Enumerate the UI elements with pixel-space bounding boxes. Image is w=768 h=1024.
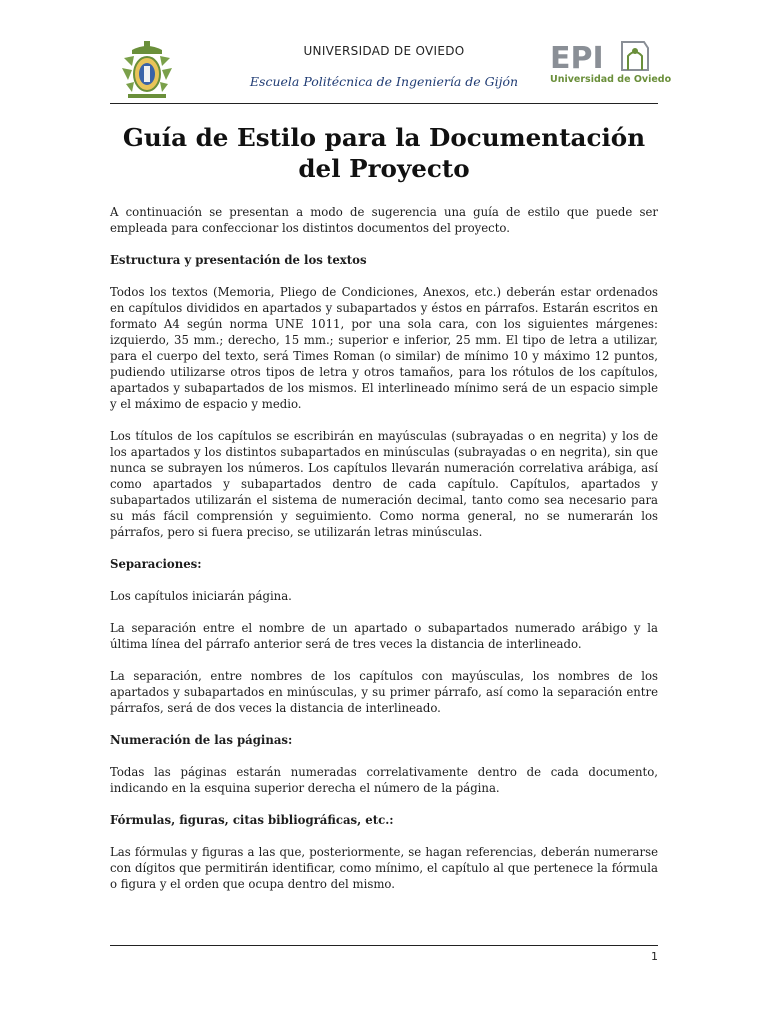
epi-logo-text: EPI xyxy=(550,41,604,76)
paragraph: La separación entre el nombre de un apartado o subapartados numerado arábigo y la última línea del párrafo anterior será de tres veces la distancia de interlineado. xyxy=(110,621,658,651)
document-title xyxy=(110,122,658,184)
section-heading-estructura: Estructura y presentación de los textos xyxy=(110,253,367,267)
paragraph: La separación, entre nombres de los capítulos con mayúsculas, los nombres de los apartados y subapartados en minúsculas, y su primer párrafo, así como la separación entre párrafos, será de dos veces la distancia de interlineado. xyxy=(110,669,658,715)
section-heading-formulas: Fórmulas, figuras, citas bibliográficas, etc.: xyxy=(110,813,394,827)
epi-logo xyxy=(550,40,672,86)
paragraph: Todos los textos (Memoria, Pliego de Condiciones, Anexos, etc.) deberán estar ordenados en capítulos divididos en apartados y subapartados y éstos en párrafos. Estarán escritos en formato A4 según norma UNE 1011, por una sola cara, con los siguientes márgenes: izquierdo, 35 mm.; derecho, 15 mm.; superior e inferior, 25 mm. El tipo de letra a utilizar, para el cuerpo del texto, será Times Roman (o similar) de mínimo 10 y máximo 12 puntos, pudiendo utilizarse otros tipos de letra y otros tamaños, para los rótulos de los capítulos, apartados y subapartados de los mismos. El interlineado mínimo será de un espacio simple y el máximo de espacio y medio. xyxy=(110,285,658,411)
header-divider xyxy=(110,103,658,104)
university-name: UNIVERSIDAD DE OVIEDO xyxy=(303,44,465,58)
title-line-2: del Proyecto xyxy=(298,154,470,183)
footer-divider xyxy=(110,945,658,946)
school-name: Escuela Politécnica de Ingeniería de Gijón xyxy=(249,74,519,89)
section-heading-numeracion: Numeración de las páginas: xyxy=(110,733,293,747)
paragraph: Las fórmulas y figuras a las que, posteriormente, se hagan referencias, deberán numerarse con dígitos que permitirán identificar, como mínimo, el capítulo al que pertenece la fórmula o figura y el orden que ocupa dentro del mismo. xyxy=(110,845,658,891)
intro-paragraph: A continuación se presentan a modo de sugerencia una guía de estilo que puede ser empleada para confeccionar los distintos documentos del proyecto. xyxy=(110,205,658,235)
title-line-1: Guía de Estilo para la Documentación xyxy=(122,123,646,152)
page-header xyxy=(110,36,672,104)
document-body xyxy=(110,204,658,908)
section-heading-separaciones: Separaciones: xyxy=(110,557,202,571)
epi-logo-subtext: Universidad de Oviedo xyxy=(550,74,672,85)
paragraph: Los capítulos iniciarán página. xyxy=(110,589,292,603)
paragraph: Los títulos de los capítulos se escribirán en mayúsculas (subrayadas o en negrita) y los de los apartados y los distintos subapartados en minúsculas (subrayadas o en negrita), sin que nunca se subrayen los números. Los capítulos llevarán numeración correlativa arábiga, así como apartados y subapartados dentro de cada capítulo. Capítulos, apartados y subapartados utilizarán el sistema de numeración decimal, tanto como sea necesario para su más fácil comprensión y seguimiento. Como norma general, no se numerarán los párrafos, pero si fuera preciso, se utilizarán letras minúsculas. xyxy=(110,429,658,539)
page-number: 1 xyxy=(651,950,658,963)
paragraph: Todas las páginas estarán numeradas correlativamente dentro de cada documento, indicando en la esquina superior derecha el número de la página. xyxy=(110,765,658,795)
